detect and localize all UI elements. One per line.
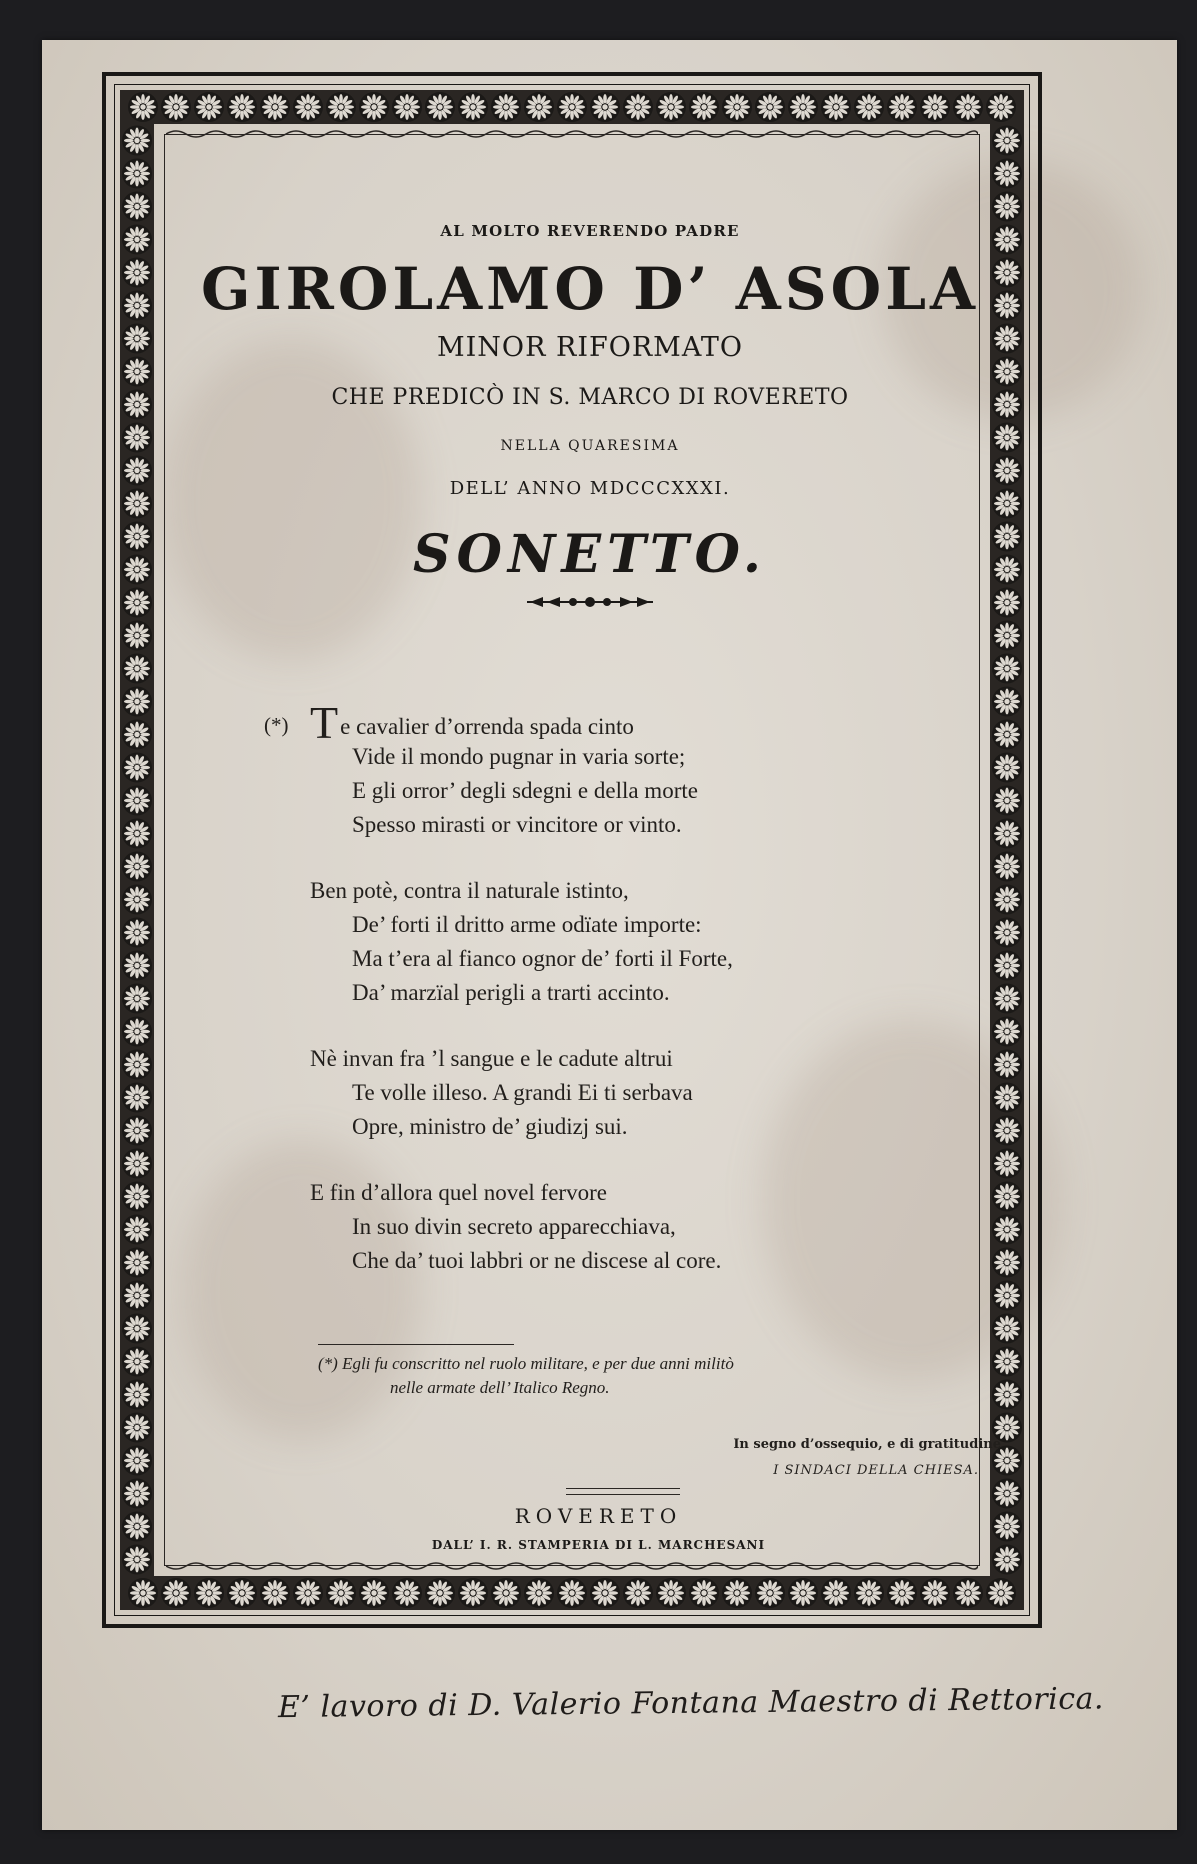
rosette-ornament (854, 92, 884, 122)
rosette-ornament (623, 92, 653, 122)
drop-cap: T (310, 697, 339, 748)
rosette-ornament (821, 92, 851, 122)
rosette-ornament (992, 885, 1022, 915)
rosette-ornament (992, 984, 1022, 1014)
rosette-ornament (992, 753, 1022, 783)
stanza-1 (264, 697, 930, 842)
verse-line: Opre, ministro de’ giudizj sui. (352, 1114, 628, 1139)
rosette-ornament (992, 1083, 1022, 1113)
rosette-ornament (260, 92, 290, 122)
rosette-ornament (122, 1248, 152, 1278)
rosette-ornament (491, 1578, 521, 1608)
dedication-line: AL MOLTO REVERENDO PADRE (440, 222, 740, 240)
rosette-ornament (992, 1314, 1022, 1344)
rosette-ornament (122, 1281, 152, 1311)
rosette-ornament (122, 1083, 152, 1113)
verse-line: E fin d’allora quel novel fervore (310, 1180, 607, 1205)
rosette-ornament (920, 1578, 950, 1608)
rosette-ornament (122, 324, 152, 354)
rosette-ornament (161, 1578, 191, 1608)
rosette-ornament (992, 1347, 1022, 1377)
rosette-ornament (122, 621, 152, 651)
rosette-ornament (788, 92, 818, 122)
rosette-ornament (458, 92, 488, 122)
rosette-ornament (122, 357, 152, 387)
footnote-line: nelle armate dell’ Italico Regno. (390, 1378, 610, 1397)
rosette-ornament (122, 390, 152, 420)
rosette-ornament (122, 918, 152, 948)
rosette-ornament (689, 92, 719, 122)
rosette-ornament (326, 1578, 356, 1608)
rosette-ornament (122, 1215, 152, 1245)
rosette-ornament (122, 720, 152, 750)
verse-line: Da’ marzïal perigli a trarti accinto. (352, 980, 670, 1005)
rosette-ornament (458, 1578, 488, 1608)
rosette-ornament (122, 1413, 152, 1443)
rosette-ornament (122, 885, 152, 915)
homage-signature (581, 1432, 1001, 1484)
imprint-city: ROVERETO (514, 1504, 683, 1528)
verse-line: Che da’ tuoi labbri or ne discese al core. (352, 1248, 722, 1273)
rosette-ornament (122, 819, 152, 849)
rosette-ornament (122, 1446, 152, 1476)
rosette-ornament (359, 92, 389, 122)
rosette-ornament (122, 786, 152, 816)
wave-ornament-top (166, 128, 978, 140)
verse-line: In suo divin secreto apparecchiava, (352, 1214, 676, 1239)
verse-line: E gli orror’ degli sdegni e della morte (352, 778, 698, 803)
rosette-ornament (590, 92, 620, 122)
rosette-ornament (122, 489, 152, 519)
stanza-2 (310, 874, 930, 1010)
year-line: DELL’ ANNO MDCCCXXXI. (449, 478, 731, 499)
footnote-rule (318, 1344, 514, 1345)
dedication-block (160, 150, 1020, 613)
rosette-ornament (992, 1050, 1022, 1080)
rosette-ornament (122, 1380, 152, 1410)
rosette-ornament (986, 1578, 1016, 1608)
stanza-3 (310, 1042, 930, 1144)
rosette-ornament (161, 92, 191, 122)
rosette-ornament (992, 1281, 1022, 1311)
rosette-ornament (992, 819, 1022, 849)
preached-line: CHE PREDICÒ IN S. MARCO DI ROVERETO (331, 385, 849, 410)
rosette-ornament (122, 1050, 152, 1080)
rosette-ornament (656, 1578, 686, 1608)
rosette-ornament (293, 1578, 323, 1608)
rosette-ornament (122, 984, 152, 1014)
rosette-ornament (122, 1149, 152, 1179)
rosette-ornament (128, 92, 158, 122)
sonnet-text (264, 697, 930, 1310)
rosette-ornament (755, 1578, 785, 1608)
rosette-ornament (920, 92, 950, 122)
verse-line: Ben potè, contra il naturale istinto, (310, 878, 629, 903)
verse-line: Te volle illeso. A grandi Ei ti serbava (352, 1080, 693, 1105)
rosette-ornament (227, 1578, 257, 1608)
rosette-ornament (557, 92, 587, 122)
rosette-ornament (227, 92, 257, 122)
rosette-ornament (122, 456, 152, 486)
rosette-ornament (992, 951, 1022, 981)
rosette-ornament (122, 1182, 152, 1212)
verse-line: Nè invan fra ’l sangue e le cadute altrui (310, 1046, 673, 1071)
rosette-ornament (992, 720, 1022, 750)
verse-line: Ma t’era al fianco ognor de’ forti il Forte, (352, 946, 733, 971)
rosette-ornament (755, 92, 785, 122)
rosette-ornament (557, 1578, 587, 1608)
rosette-ornament (122, 291, 152, 321)
rosette-ornament (122, 1017, 152, 1047)
rosette-ornament (590, 1578, 620, 1608)
rosette-ornament (122, 654, 152, 684)
rosette-ornament (122, 555, 152, 585)
religious-order: MINOR RIFORMATO (437, 332, 743, 363)
rosette-ornament (953, 92, 983, 122)
signatories: I SINDACI DELLA CHIESA. (773, 1463, 979, 1478)
rosette-ornament (122, 258, 152, 288)
lent-line: NELLA QUARESIMA (500, 438, 680, 454)
leaf-ornament (525, 595, 655, 609)
rosette-ornament (524, 92, 554, 122)
rosette-ornament (992, 1215, 1022, 1245)
rosette-band-bottom (120, 1576, 1024, 1610)
rosette-ornament (992, 687, 1022, 717)
rosette-ornament (992, 1149, 1022, 1179)
rosette-ornament (122, 126, 152, 156)
rosette-ornament (122, 192, 152, 222)
rosette-ornament (992, 1380, 1022, 1410)
rosette-ornament (992, 654, 1022, 684)
rosette-ornament (656, 92, 686, 122)
dedicatee-name: GIROLAMO D’ ASOLA (201, 255, 979, 323)
rosette-ornament (953, 1578, 983, 1608)
rosette-ornament (887, 1578, 917, 1608)
stanza-4 (310, 1176, 930, 1278)
imprint-printer: DALL’ I. R. STAMPERIA DI L. MARCHESANI (431, 1538, 766, 1552)
sonnet-title: SONETTO. (413, 524, 767, 585)
rosette-ornament (122, 159, 152, 189)
rosette-ornament (122, 588, 152, 618)
rosette-ornament (986, 92, 1016, 122)
rosette-ornament (821, 1578, 851, 1608)
footnote-line: (*) Egli fu conscritto nel ruolo militare, e per due anni militò (318, 1354, 734, 1373)
rosette-ornament (788, 1578, 818, 1608)
rosette-ornament (689, 1578, 719, 1608)
wave-ornament-bottom (166, 1560, 978, 1572)
rosette-ornament (326, 92, 356, 122)
rosette-ornament (122, 522, 152, 552)
double-rule (566, 1488, 680, 1495)
rosette-ornament (992, 1182, 1022, 1212)
rosette-ornament (122, 225, 152, 255)
rosette-ornament (194, 92, 224, 122)
verse-line: De’ forti il dritto arme odïate importe: (352, 912, 702, 937)
rosette-ornament (992, 1017, 1022, 1047)
rosette-ornament (854, 1578, 884, 1608)
rosette-ornament (425, 1578, 455, 1608)
verse-line: Spesso mirasti or vincitore or vinto. (352, 812, 682, 837)
rosette-ornament (887, 92, 917, 122)
rosette-ornament (722, 92, 752, 122)
rosette-ornament (992, 621, 1022, 651)
footnote (318, 1352, 958, 1400)
rosette-band-top (120, 90, 1024, 124)
rosette-ornament (992, 786, 1022, 816)
rosette-ornament (992, 1248, 1022, 1278)
verse-line: Vide il mondo pugnar in varia sorte; (352, 744, 686, 769)
rosette-ornament (392, 1578, 422, 1608)
rosette-ornament (992, 852, 1022, 882)
rosette-band-left (120, 124, 154, 1576)
rosette-ornament (122, 1116, 152, 1146)
rosette-ornament (425, 92, 455, 122)
rosette-ornament (722, 1578, 752, 1608)
rosette-ornament (392, 92, 422, 122)
rosette-ornament (194, 1578, 224, 1608)
rosette-ornament (992, 1116, 1022, 1146)
rosette-ornament (524, 1578, 554, 1608)
verse-text: e cavalier d’orrenda spada cinto (340, 714, 634, 739)
rosette-ornament (992, 918, 1022, 948)
rosette-ornament (122, 753, 152, 783)
footnote-marker: (*) (264, 713, 289, 737)
homage-line: In segno d’ossequio, e di gratitudine (733, 1437, 1001, 1452)
rosette-ornament (128, 1578, 158, 1608)
verse-line (310, 697, 930, 748)
rosette-ornament (293, 92, 323, 122)
rosette-ornament (491, 92, 521, 122)
rosette-ornament (122, 951, 152, 981)
rosette-ornament (122, 423, 152, 453)
rosette-ornament (122, 852, 152, 882)
rosette-ornament (260, 1578, 290, 1608)
rosette-ornament (122, 1347, 152, 1377)
handwritten-note: E’ lavoro di D. Valerio Fontana Maestro di Rettorica. (277, 1681, 1105, 1726)
rosette-ornament (122, 687, 152, 717)
rosette-ornament (122, 1314, 152, 1344)
rosette-ornament (359, 1578, 389, 1608)
rosette-ornament (623, 1578, 653, 1608)
